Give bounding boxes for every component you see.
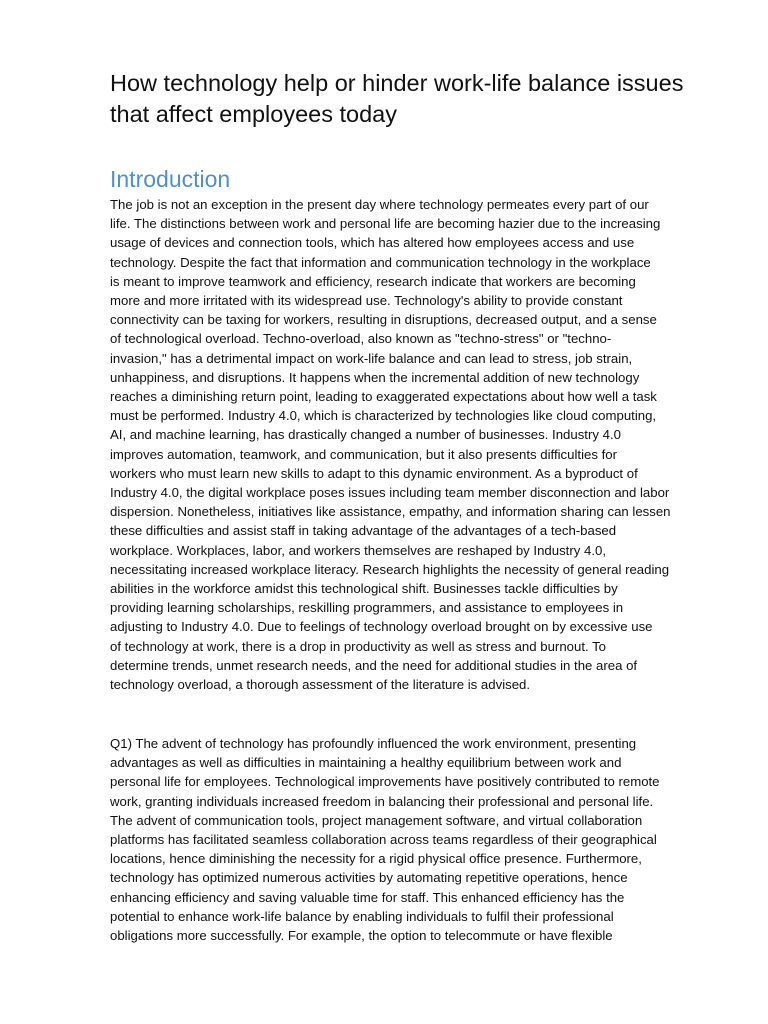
text-line: these difficulties and assist staff in taking advantage of the advantages of a tech-based — [110, 523, 617, 539]
title-line: that affect employees today — [110, 101, 397, 127]
text-line: is meant to improve teamwork and efficiency, research indicate that workers are becoming — [110, 273, 636, 289]
text-line: The job is not an exception in the present day where technology permeates every part of our — [110, 197, 649, 212]
text-line: connectivity can be taxing for workers, resulting in disruptions, decreased output, and a sense — [110, 312, 657, 328]
text-line: abilities in the workforce amidst this technological shift. Businesses tackle difficulties by — [110, 581, 618, 597]
text-line: providing learning scholarships, reskilling programmers, and assistance to employees in — [110, 600, 624, 616]
text-line: of technological overload. Techno-overload, also known as "techno-stress" or "techno- — [110, 331, 612, 347]
text-line: Q1) The advent of technology has profoundly influenced the work environment, presenting — [110, 736, 637, 751]
text-line: work, granting individuals increased freedom in balancing their professional and personal life. — [110, 793, 654, 809]
text-line: usage of devices and connection tools, which has altered how employees access and use — [110, 235, 635, 251]
text-line: workplace. Workplaces, labor, and workers themselves are reshaped by Industry 4.0, — [110, 542, 606, 558]
text-line: must be performed. Industry 4.0, which is characterized by technologies like cloud computing, — [110, 408, 657, 424]
title-line: How technology help or hinder work-life balance issues — [110, 70, 684, 96]
text-line: technology. Despite the fact that information and communication technology in the workplace — [110, 254, 651, 270]
text-line: life. The distinctions between work and personal life are becoming hazier due to the increasing — [110, 216, 661, 232]
text-line: of technology at work, there is a drop in productivity as well as stress and burnout. To — [110, 638, 607, 654]
text-line: potential to enhance work-life balance by enabling individuals to fulfil their professional — [110, 908, 614, 924]
text-line: Industry 4.0, the digital workplace poses issues including team member disconnection and labor — [110, 485, 670, 501]
text-line: AI, and machine learning, has drastically changed a number of businesses. Industry 4.0 — [110, 427, 621, 443]
text-line: obligations more successfully. For example, the option to telecommute or have flexible — [110, 928, 613, 944]
document-title — [110, 68, 710, 130]
section-heading-introduction: Introduction — [110, 166, 231, 192]
text-line: advantages as well as difficulties in maintaining a healthy equilibrium between work and — [110, 755, 622, 771]
text-line: personal life for employees. Technological improvements have positively contributed to remote — [110, 774, 660, 790]
text-line: reaches a diminishing return point, leading to exaggerated expectations about how well a task — [110, 389, 657, 405]
text-line: technology overload, a thorough assessment of the literature is advised. — [110, 677, 531, 693]
text-line: workers who must learn new skills to adapt to this dynamic environment. As a byproduct of — [110, 465, 638, 481]
text-line: platforms has facilitated seamless collaboration across teams regardless of their geographical — [110, 832, 657, 848]
text-line: enhancing efficiency and saving valuable time for staff. This enhanced efficiency has the — [110, 889, 625, 905]
text-line: determine trends, unmet research needs, and the need for additional studies in the area of — [110, 657, 638, 673]
text-line: more and more irritated with its widespread use. Technology's ability to provide constant — [110, 293, 623, 309]
text-line: invasion," has a detrimental impact on work-life balance and can lead to stress, job strain, — [110, 350, 633, 366]
text-line: adjusting to Industry 4.0. Due to feelings of technology overload brought on by excessive use — [110, 619, 653, 635]
q1-paragraph — [110, 734, 716, 945]
text-line: improves automation, teamwork, and communication, but it also presents difficulties for — [110, 446, 617, 462]
text-line: necessitating increased workplace literacy. Research highlights the necessity of general reading — [110, 561, 670, 577]
text-line: technology has optimized numerous activities by automating repetitive operations, hence — [110, 870, 628, 886]
text-line: unhappiness, and disruptions. It happens when the incremental addition of new technology — [110, 369, 640, 385]
text-line: locations, hence diminishing the necessity for a rigid physical office presence. Furthermore, — [110, 851, 642, 867]
text-line: dispersion. Nonetheless, initiatives like assistance, empathy, and information sharing can lessen — [110, 504, 671, 520]
text-line: The advent of communication tools, project management software, and virtual collaboration — [110, 812, 643, 828]
introduction-paragraph — [110, 195, 716, 694]
